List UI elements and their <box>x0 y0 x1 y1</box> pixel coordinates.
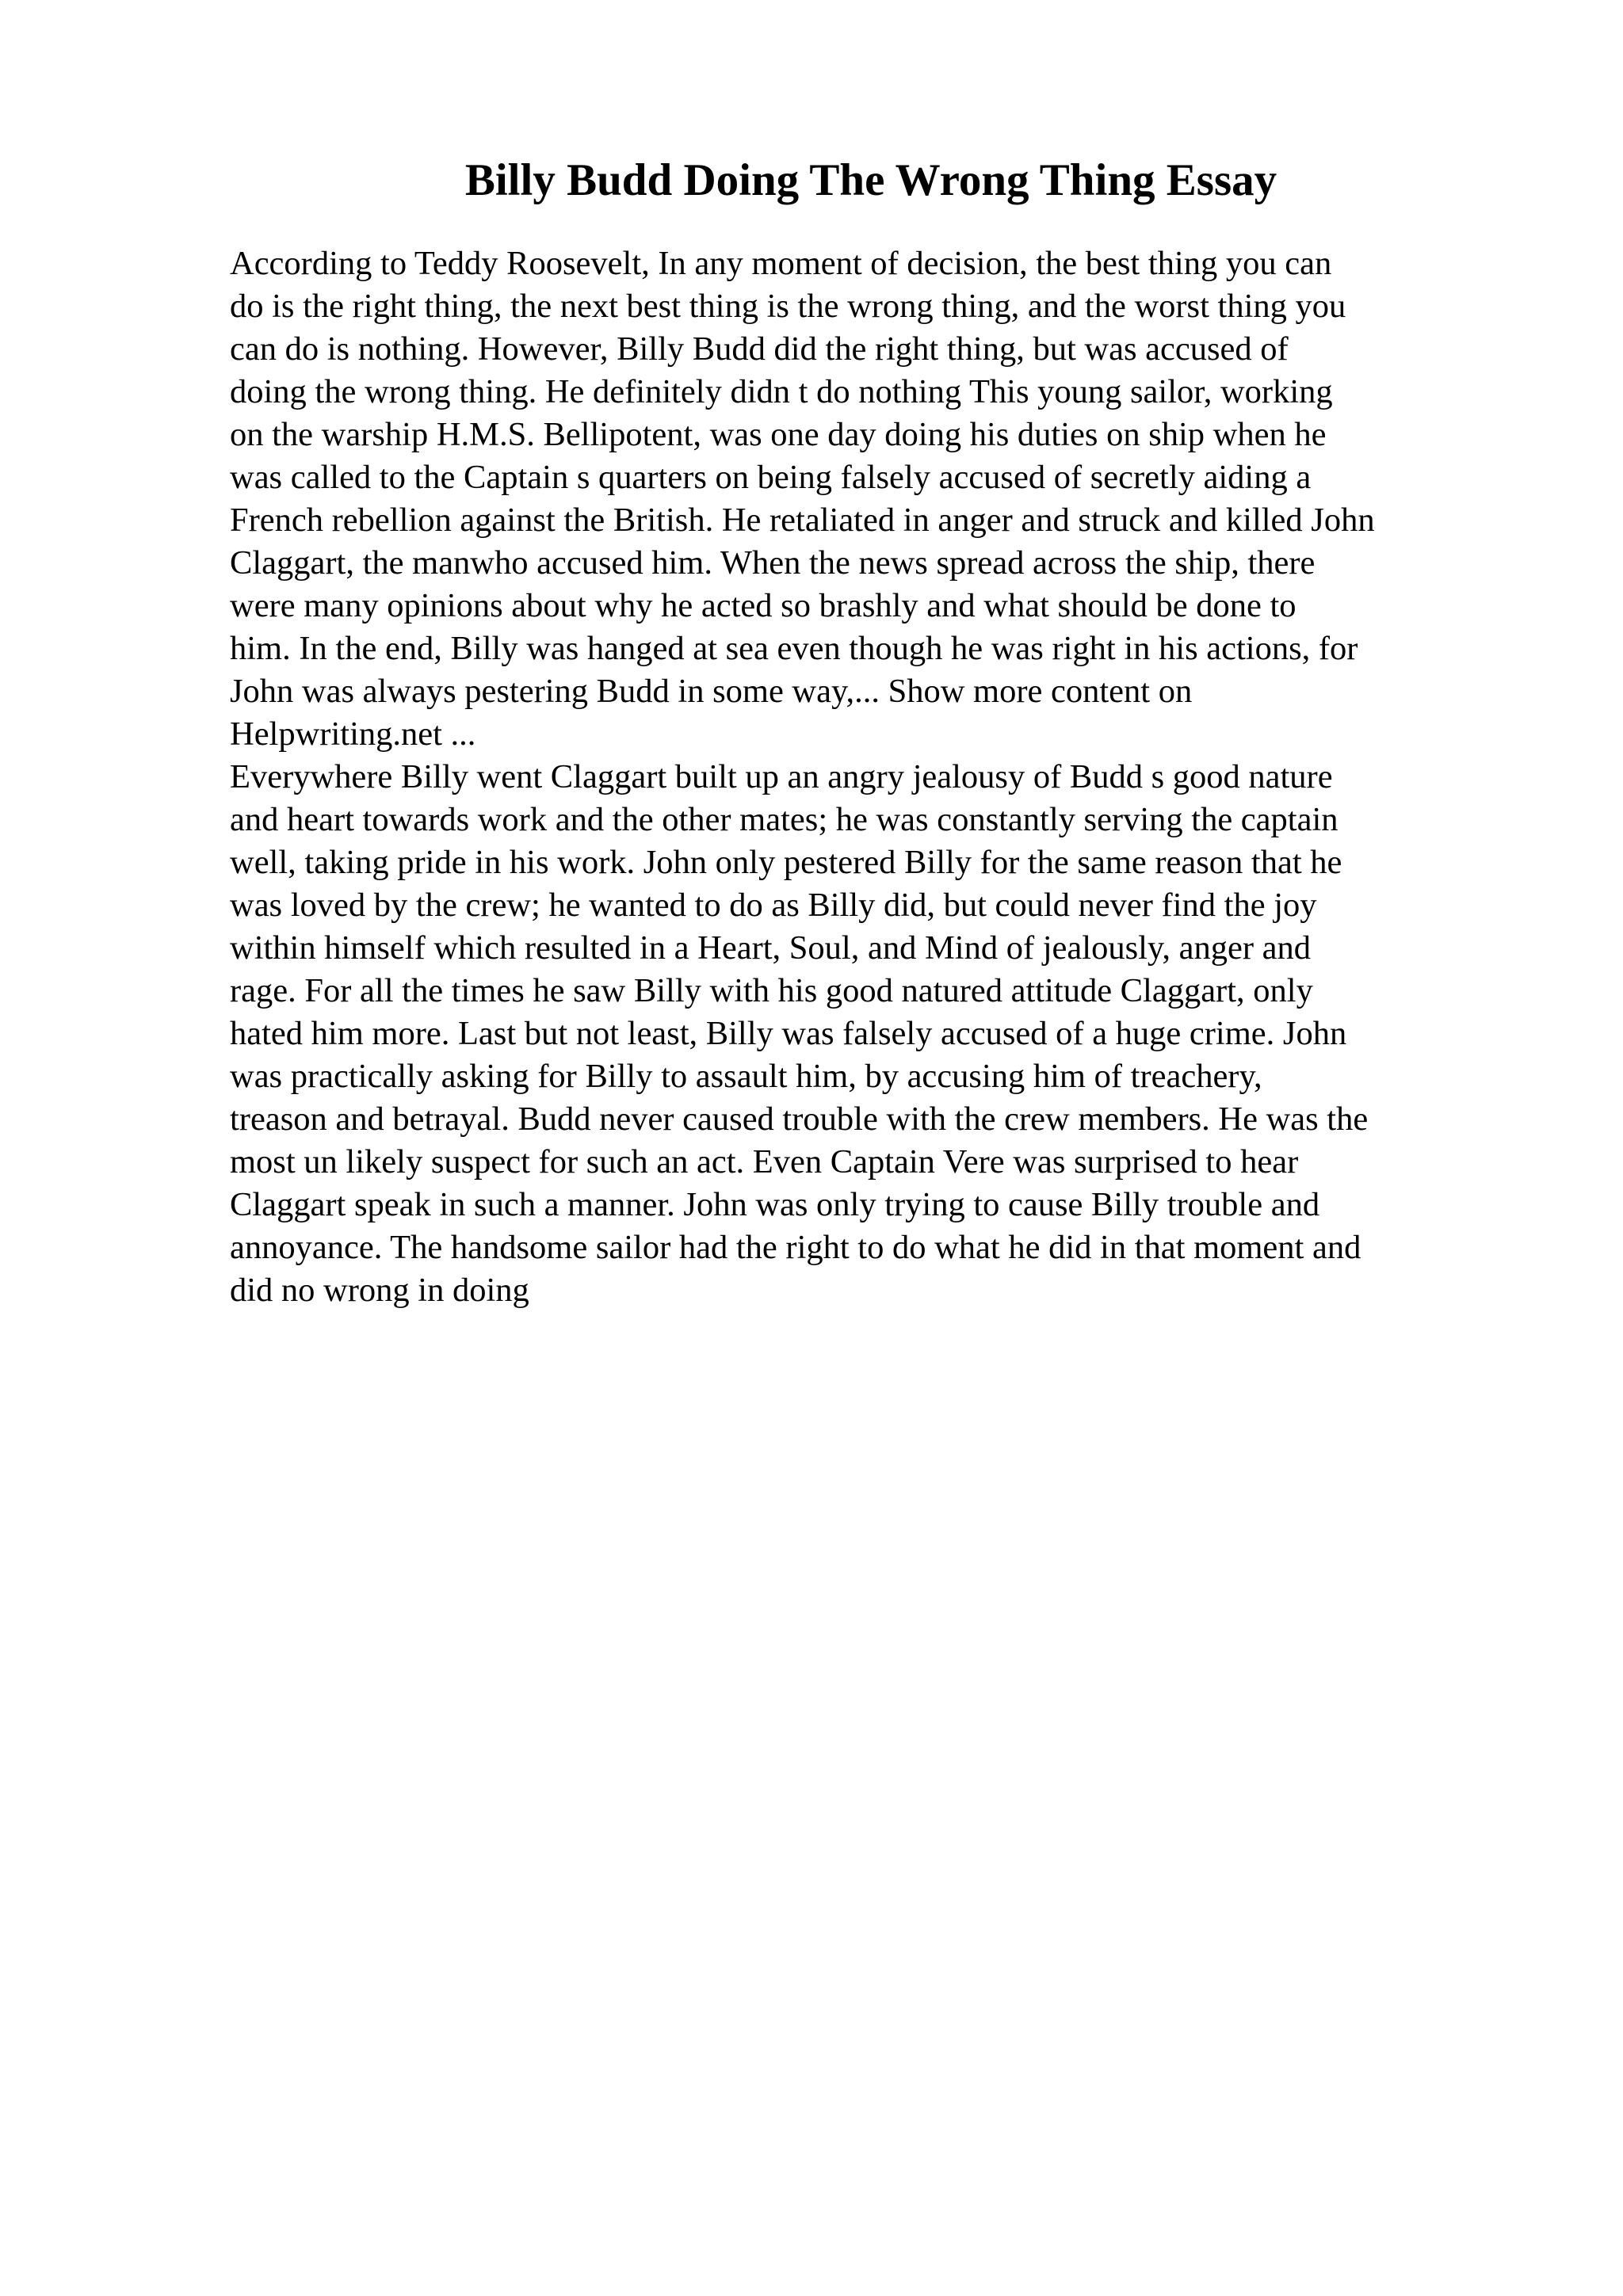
text-line: Everywhere Billy went Claggart built up an angry jealousy of Budd s good nature <box>230 758 1333 795</box>
text-line: did no wrong in doing <box>230 1272 529 1309</box>
text-line: Helpwriting.net ... <box>230 715 476 753</box>
text-line: doing the wrong thing. He definitely didn t do nothing This young sailor, working <box>230 373 1333 410</box>
text-line: Claggart speak in such a manner. John was only trying to cause Billy trouble and <box>230 1186 1320 1223</box>
document-title: Billy Budd Doing The Wrong Thing Essay <box>464 155 1277 205</box>
text-line: were many opinions about why he acted so brashly and what should be done to <box>230 587 1296 624</box>
text-line: French rebellion against the British. He retaliated in anger and struck and killed John <box>230 502 1375 539</box>
text-line: most un likely suspect for such an act. Even Captain Vere was surprised to hear <box>230 1143 1299 1180</box>
text-line: Claggart, the manwho accused him. When the news spread across the ship, there <box>230 544 1316 582</box>
text-line: annoyance. The handsome sailor had the right to do what he did in that moment and <box>230 1229 1361 1266</box>
text-line: do is the right thing, the next best thing is the wrong thing, and the worst thing you <box>230 288 1346 325</box>
document-body <box>230 242 1506 1312</box>
text-line: rage. For all the times he saw Billy with his good natured attitude Claggart, only <box>230 972 1313 1009</box>
text-line: was called to the Captain s quarters on being falsely accused of secretly aiding a <box>230 459 1312 496</box>
text-line: John was always pestering Budd in some way,... Show more content on <box>230 673 1193 710</box>
text-line: well, taking pride in his work. John only pestered Billy for the same reason that he <box>230 844 1342 881</box>
text-line: According to Teddy Roosevelt, In any moment of decision, the best thing you can <box>230 245 1332 282</box>
text-line: on the warship H.M.S. Bellipotent, was one day doing his duties on ship when he <box>230 416 1327 453</box>
text-line: was loved by the crew; he wanted to do as Billy did, but could never find the joy <box>230 887 1317 924</box>
text-line: can do is nothing. However, Billy Budd did the right thing, but was accused of <box>230 330 1289 368</box>
text-line: within himself which resulted in a Heart, Soul, and Mind of jealously, anger and <box>230 929 1312 967</box>
text-line: hated him more. Last but not least, Billy was falsely accused of a huge crime. John <box>230 1015 1347 1052</box>
text-line: was practically asking for Billy to assault him, by accusing him of treachery, <box>230 1058 1262 1095</box>
text-line: and heart towards work and the other mates; he was constantly serving the captain <box>230 801 1338 838</box>
text-line: him. In the end, Billy was hanged at sea even though he was right in his actions, for <box>230 630 1358 667</box>
text-line: treason and betrayal. Budd never caused trouble with the crew members. He was the <box>230 1100 1369 1138</box>
